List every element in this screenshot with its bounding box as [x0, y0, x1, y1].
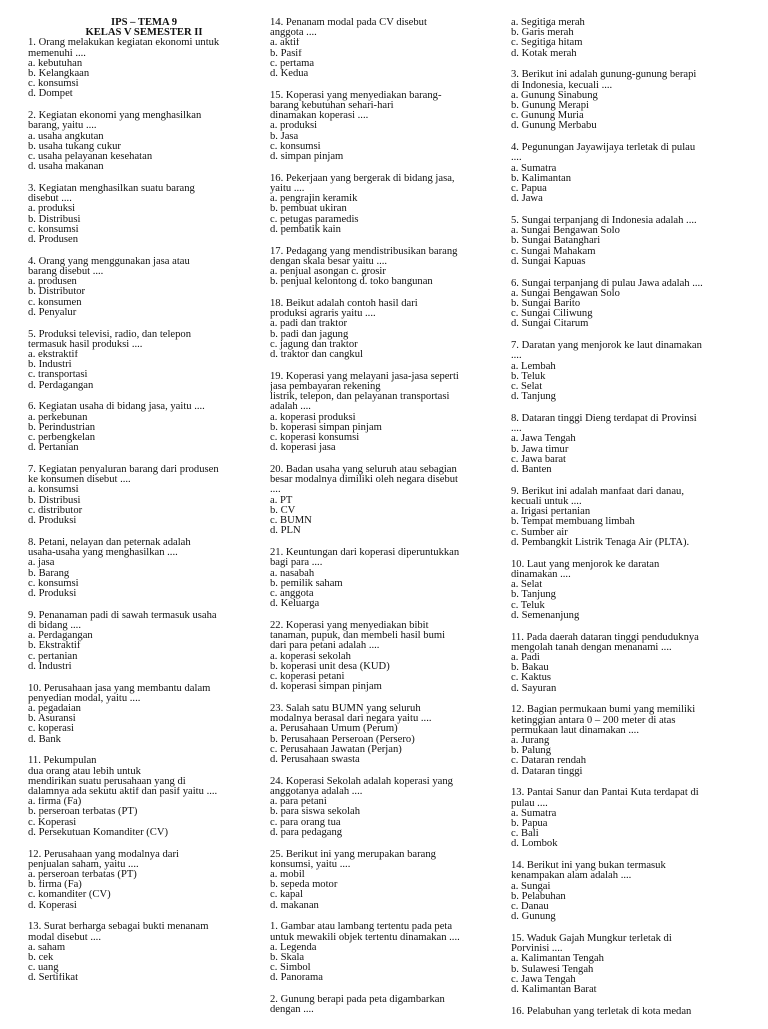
question-item — [270, 777, 506, 838]
answer-option: a. ekstraktif — [28, 350, 79, 361]
answer-option: b. Sungai Batanghari — [511, 236, 601, 247]
answer-option: b. Tanjung — [511, 590, 556, 601]
answer-option: b. pemilik saham — [270, 578, 343, 589]
question-stem-line: 9. Penanaman padi di sawah termasuk usaha — [28, 610, 217, 621]
question-stem-line: 3. Kegiatan menghasilkan suatu barang — [28, 184, 195, 195]
answer-option: c. perbengkelan — [28, 433, 96, 444]
question-stem-line: anggota .... — [270, 28, 317, 39]
answer-option: a. perkebunan — [28, 412, 88, 423]
question-stem-line: adalah .... — [270, 402, 311, 413]
answer-option: d. makanan — [270, 900, 319, 911]
answer-option: a. produksi — [28, 204, 76, 215]
answer-option: c. konsumen — [28, 297, 82, 308]
answer-option: b. Perindustrian — [28, 422, 96, 433]
answer-option: a. Sumatra — [511, 808, 557, 819]
question-stem-line: penjualan saham, yaitu .... — [28, 859, 139, 870]
question-stem-line: listrik, telepon, dan pelayanan transportasi — [270, 392, 450, 403]
answer-option: c. koperasi — [28, 724, 74, 735]
answer-option: b. Distribusi — [28, 214, 81, 225]
question-stem-line: Porvinisi .... — [511, 944, 563, 955]
answer-option: a. PT — [270, 495, 293, 506]
answer-option: a. firma (Fa) — [28, 797, 82, 808]
question-stem-line: 7. Daratan yang menjorok ke laut dinamakan — [511, 341, 702, 352]
question-stem-line: untuk mewakili objek tertentu dinamakan .... — [270, 932, 460, 943]
answer-option: b. Teluk — [511, 371, 546, 382]
question-stem-line: kecuali untuk .... — [511, 497, 582, 508]
answer-option: b. koperasi unit desa (KUD) — [270, 661, 390, 672]
answer-option: d. Pertanian — [28, 443, 79, 454]
answer-option: b. Tempat membuang limbah — [511, 517, 635, 528]
answer-option: c. Gunung Muria — [511, 111, 584, 122]
answer-option: c. koperasi petani — [270, 671, 345, 682]
answer-option: a. Perusahaan Umum (Perum) — [270, 724, 398, 735]
answer-option: c. petugas paramedis — [270, 214, 359, 225]
question-stem-line: jasa pembayaran rekening — [270, 382, 381, 393]
answer-option: c. distributor — [28, 505, 83, 516]
question-item — [270, 372, 506, 454]
question-stem-line: 6. Sungai terpanjang di pulau Jawa adalah .... — [511, 278, 703, 289]
question-stem-line: 23. Salah satu BUMN yang seluruh — [270, 703, 421, 714]
question-stem-line: ke konsumen disebut .... — [28, 475, 131, 486]
answer-option: a. perseroan terbatas (PT) — [28, 869, 137, 880]
question-stem-line: dua orang atau lebih untuk — [28, 766, 141, 777]
question-item — [28, 922, 260, 983]
answer-option: d. para pedagang — [270, 827, 343, 838]
answer-option: b. Distributor — [28, 287, 86, 298]
answer-option: d. Perusahaan swasta — [270, 754, 360, 765]
question-stem-line: 10. Perusahaan jasa yang membantu dalam — [28, 683, 211, 694]
question-stem-line: 5. Produksi televisi, radio, dan telepon — [28, 329, 191, 340]
question-stem-line: 22. Koperasi yang menyediakan bibit — [270, 620, 429, 631]
question-stem-line: 13. Pantai Sanur dan Pantai Kuta terdapat di — [511, 788, 699, 799]
question-stem-line: ketinggian antara 0 – 200 meter di atas — [511, 715, 676, 726]
answer-option: c. Segitiga hitam — [511, 38, 583, 49]
question-stem-line: termasuk hasil produksi .... — [28, 339, 143, 350]
column-3 — [511, 18, 761, 1029]
answer-option: b. penjual kelontong d. toko bangunan — [270, 277, 433, 288]
question-stem-line: anggotanya adalah .... — [270, 786, 363, 797]
answer-option: d. Produsen — [28, 235, 79, 246]
answer-option: d. Industri — [28, 661, 72, 672]
answer-option: b. Papua — [511, 818, 548, 829]
answer-option: d. Pembangkit Listrik Tenaga Air (PLTA). — [511, 537, 690, 548]
answer-option: c. komanditer (CV) — [28, 890, 111, 901]
question-item — [28, 684, 260, 745]
answer-option: d. koperasi simpan pinjam — [270, 682, 382, 693]
answer-option: c. Kaktus — [511, 673, 552, 684]
answer-option: a. pengrajin keramik — [270, 194, 358, 205]
answer-option: a. Gunung Sinabung — [511, 90, 598, 101]
answer-option: a. mobil — [270, 869, 305, 880]
answer-option: c. para orang tua — [270, 817, 341, 828]
question-item — [270, 465, 506, 536]
answer-option: d. traktor dan cangkul — [270, 350, 363, 361]
question-item — [511, 18, 761, 59]
answer-option: d. Keluarga — [270, 599, 320, 610]
answer-option: d. Panorama — [270, 973, 323, 984]
answer-option: b. pembuat ukiran — [270, 204, 347, 215]
question-stem-line: 12. Perusahaan yang modalnya dari — [28, 849, 179, 860]
answer-option: c. uang — [28, 963, 59, 974]
answer-option: a. Lembah — [511, 361, 556, 372]
answer-option: d. Bank — [28, 734, 61, 745]
question-item — [270, 247, 506, 288]
question-item — [270, 850, 506, 911]
answer-option: c. Dataran rendah — [511, 756, 586, 767]
answer-option: c. konsumsi — [28, 79, 79, 90]
question-stem-line: 2. Kegiatan ekonomi yang menghasilkan — [28, 111, 202, 122]
answer-option: c. anggota — [270, 588, 314, 599]
answer-option: c. konsumsi — [28, 578, 79, 589]
question-item — [270, 18, 506, 79]
question-stem-line: dengan .... — [270, 1005, 314, 1016]
question-stem-line: bagi para .... — [270, 558, 323, 569]
question-stem-line: 12. Bagian permukaan bumi yang memiliki — [511, 705, 696, 716]
question-item — [511, 279, 761, 330]
answer-option: d. pembatik kain — [270, 224, 341, 235]
question-stem-line: 8. Petani, nelayan dan peternak adalah — [28, 537, 191, 548]
answer-option: b. Asuransi — [28, 714, 76, 725]
question-stem-line: 7. Kegiatan penyaluran barang dari produsen — [28, 465, 219, 476]
answer-option: a. aktif — [270, 38, 300, 49]
answer-option: c. Sumber air — [511, 527, 568, 538]
answer-option: c. Danau — [511, 901, 549, 912]
answer-option: d. Sayuran — [511, 683, 557, 694]
question-item — [511, 861, 761, 922]
answer-option: b. perseroan terbatas (PT) — [28, 807, 138, 818]
answer-option: b. Industri — [28, 360, 72, 371]
question-item — [28, 111, 260, 172]
answer-option: a. Sungai Bengawan Solo — [511, 288, 620, 299]
question-stem-line: 16. Pelabuhan yang terletak di kota medan — [511, 1006, 692, 1017]
answer-option: d. Sungai Kapuas — [511, 256, 586, 267]
question-item — [270, 174, 506, 235]
answer-option: c. kapal — [270, 890, 303, 901]
answer-option: d. Jawa — [511, 194, 543, 205]
question-stem-line: permukaan laut dinamakan .... — [511, 725, 639, 736]
answer-option: c. Jawa barat — [511, 454, 566, 465]
answer-option: a. Legenda — [270, 942, 317, 953]
question-stem-line: 10. Laut yang menjorok ke daratan — [511, 559, 660, 570]
question-item — [511, 705, 761, 776]
answer-option: c. Sungai Mahakam — [511, 246, 596, 257]
question-item — [28, 611, 260, 672]
answer-option: a. pegadaian — [28, 703, 81, 714]
question-item — [511, 414, 761, 475]
question-stem-line: 11. Pekumpulan — [28, 756, 97, 767]
answer-option: b. para siswa sekolah — [270, 807, 361, 818]
answer-option: b. Kelangkaan — [28, 69, 90, 80]
answer-option: d. Sungai Citarum — [511, 319, 589, 330]
answer-option: d. Kedua — [270, 69, 309, 80]
answer-option: a. Segitiga merah — [511, 18, 585, 28]
question-item — [28, 38, 260, 99]
answer-option: a. para petani — [270, 797, 327, 808]
answer-option: b. Palung — [511, 746, 552, 757]
column-2 — [270, 18, 506, 1027]
answer-option: c. Sungai Ciliwung — [511, 309, 593, 320]
answer-option: a. saham — [28, 942, 66, 953]
question-stem-line: konsumsi, yaitu .... — [270, 859, 351, 870]
answer-option: b. usaha tukang cukur — [28, 141, 121, 152]
header-title: IPS – TEMA 9 — [110, 17, 178, 28]
answer-option: d. Tanjung — [511, 392, 556, 403]
answer-option: a. Sungai — [511, 881, 551, 892]
answer-option: a. Sungai Bengawan Solo — [511, 226, 620, 237]
question-item — [270, 922, 506, 983]
answer-option: c. Jawa Tengah — [511, 974, 576, 985]
question-item — [28, 850, 260, 911]
question-stem-line: 17. Pedagang yang mendistribusikan barang — [270, 246, 458, 257]
question-stem-line: dinamakan .... — [511, 569, 571, 580]
question-stem-line: 21. Keuntungan dari koperasi diperuntukkan — [270, 548, 460, 559]
question-stem-line: mendirikan suatu perusahaan yang di — [28, 776, 186, 787]
question-stem-line: dari para petani adalah .... — [270, 641, 380, 652]
answer-option: a. Jurang — [511, 735, 550, 746]
answer-option: b. Pelabuhan — [511, 891, 566, 902]
answer-option: c. jagung dan traktor — [270, 339, 358, 350]
question-item — [270, 995, 506, 1015]
answer-option: d. Kotak merah — [511, 48, 577, 59]
question-stem-line: mengolah tanah dengan menanami .... — [511, 642, 672, 653]
answer-option: a. Sumatra — [511, 163, 557, 174]
question-stem-line: .... — [270, 485, 281, 496]
answer-option: c. BUMN — [270, 516, 312, 527]
answer-option: a. Jawa Tengah — [511, 434, 576, 445]
question-stem-line: pulau .... — [511, 798, 548, 809]
answer-option: a. Perdagangan — [28, 631, 93, 642]
question-stem-line: .... — [511, 424, 522, 435]
question-stem-line: dalamnya ada sekutu aktif dan pasif yaitu .... — [28, 786, 218, 797]
question-item — [28, 402, 260, 453]
question-stem-line: 3. Berikut ini adalah gunung-gunung berapi — [511, 70, 697, 81]
answer-option: b. koperasi simpan pinjam — [270, 422, 382, 433]
answer-option: d. Produksi — [28, 588, 77, 599]
answer-option: d. Koperasi — [28, 900, 77, 911]
answer-option: c. Simbol — [270, 963, 311, 974]
question-stem-line: memenuhi .... — [28, 48, 86, 59]
question-item — [28, 756, 260, 838]
answer-option: c. pertanian — [28, 651, 78, 662]
answer-option: a. Selat — [511, 580, 543, 591]
answer-option: d. Sertifikat — [28, 973, 79, 984]
question-stem-line: 15. Koperasi yang menyediakan barang- — [270, 90, 442, 101]
question-stem-line: 14. Penanam modal pada CV disebut — [270, 18, 427, 28]
question-item — [28, 538, 260, 599]
question-stem-line: di Indonesia, kecuali .... — [511, 80, 613, 91]
answer-option: a. nasabah — [270, 568, 315, 579]
question-stem-line: 19. Koperasi yang melayani jasa-jasa seperti — [270, 371, 459, 382]
question-stem-line: 18. Beikut adalah contoh hasil dari — [270, 299, 418, 310]
answer-option: c. Perusahaan Jawatan (Perjan) — [270, 744, 402, 755]
question-item — [511, 216, 761, 267]
answer-option: b. padi dan jagung — [270, 329, 349, 340]
question-stem-line: 16. Pekerjaan yang bergerak di bidang jasa, — [270, 173, 455, 184]
question-stem-line: 25. Berikut ini yang merupakan barang — [270, 849, 436, 860]
question-item — [511, 1007, 761, 1017]
question-stem-line: di bidang .... — [28, 620, 81, 631]
question-stem-line: barang, yaitu .... — [28, 121, 97, 132]
answer-option: a. koperasi sekolah — [270, 651, 351, 662]
question-stem-line: .... — [511, 351, 522, 362]
column-1 — [28, 18, 260, 995]
question-item — [511, 143, 761, 204]
question-stem-line: usaha-usaha yang menghasilkan .... — [28, 548, 178, 559]
question-stem-line: tanaman, pupuk, dan membeli hasil bumi — [270, 631, 446, 642]
question-stem-line: dinamakan koperasi .... — [270, 111, 369, 122]
answer-option: c. Papua — [511, 184, 547, 195]
question-stem-line: .... — [511, 153, 522, 164]
answer-option: a. jasa — [28, 558, 55, 569]
answer-option: c. Teluk — [511, 600, 545, 611]
answer-option: b. Barang — [28, 568, 70, 579]
answer-option: d. Dataran tinggi — [511, 766, 583, 777]
answer-option: a. padi dan traktor — [270, 319, 348, 330]
answer-option: d. Persekutuan Komanditer (CV) — [28, 827, 169, 838]
answer-option: a. penjual asongan c. grosir — [270, 267, 386, 278]
answer-option: c. konsumsi — [270, 141, 321, 152]
answer-option: d. usaha makanan — [28, 162, 104, 173]
question-item — [511, 934, 761, 995]
question-stem-line: penyedian modal, yaitu .... — [28, 693, 141, 704]
question-item — [511, 341, 761, 402]
answer-option: a. produksi — [270, 121, 318, 132]
question-stem-line: besar modalnya dimiliki oleh negara disebut — [270, 475, 458, 486]
answer-option: b. Pasif — [270, 48, 302, 59]
answer-option: a. konsumsi — [28, 485, 79, 496]
answer-option: d. Gunung Merbabu — [511, 121, 597, 132]
answer-option: b. CV — [270, 505, 296, 516]
question-item — [270, 704, 506, 765]
answer-option: b. Gunung Merapi — [511, 101, 589, 112]
answer-option: b. firma (Fa) — [28, 880, 82, 891]
question-stem-line: 20. Badan usaha yang seluruh atau sebagian — [270, 465, 457, 476]
question-stem-line: 14. Berikut ini yang bukan termasuk — [511, 861, 666, 872]
answer-option: c. Selat — [511, 382, 543, 393]
question-item — [270, 299, 506, 360]
question-stem-line: dengan skala besar yaitu .... — [270, 256, 388, 267]
question-item — [270, 91, 506, 162]
answer-option: a. Irigasi pertanian — [511, 507, 591, 518]
answer-option: d. Banten — [511, 465, 552, 476]
question-stem-line: 13. Surat berharga sebagai bukti menanam — [28, 922, 209, 933]
question-stem-line: kenampakan alam adalah .... — [511, 871, 632, 882]
question-item — [28, 330, 260, 391]
worksheet-header — [28, 18, 260, 38]
question-stem-line: yaitu .... — [270, 184, 305, 195]
answer-option: a. produsen — [28, 277, 77, 288]
answer-option: d. Penyalur — [28, 307, 77, 318]
question-item — [511, 633, 761, 694]
question-stem-line: modal disebut .... — [28, 932, 101, 943]
answer-option: c. Bali — [511, 829, 539, 840]
answer-option: d. Produksi — [28, 516, 77, 527]
answer-option: a. koperasi produksi — [270, 412, 356, 423]
answer-option: d. PLN — [270, 526, 301, 537]
question-stem-line: 1. Orang melakukan kegiatan ekonomi untuk — [28, 38, 220, 49]
answer-option: d. Lombok — [511, 839, 558, 850]
question-stem-line: 15. Waduk Gajah Mungkur terletak di — [511, 933, 672, 944]
question-stem-line: 4. Pegunungan Jayawijaya terletak di pulau — [511, 143, 696, 154]
answer-option: b. Sungai Barito — [511, 299, 581, 310]
answer-option: d. koperasi jasa — [270, 443, 336, 454]
answer-option: d. Gunung — [511, 912, 556, 923]
answer-option: b. Jasa — [270, 131, 299, 142]
answer-option: c. usaha pelayanan kesehatan — [28, 152, 153, 163]
answer-option: d. simpan pinjam — [270, 152, 344, 163]
question-stem-line: 6. Kegiatan usaha di bidang jasa, yaitu .... — [28, 402, 205, 413]
answer-option: c. koperasi konsumsi — [270, 433, 360, 444]
answer-option: d. Kalimantan Barat — [511, 984, 597, 995]
question-stem-line: modalnya berasal dari negara yaitu .... — [270, 714, 432, 725]
question-stem-line: 9. Berikut ini adalah manfaat dari danau, — [511, 486, 684, 497]
answer-option: b. Bakau — [511, 663, 549, 674]
answer-option: c. pertama — [270, 58, 315, 69]
question-item — [511, 487, 761, 548]
answer-option: b. Ekstraktif — [28, 641, 81, 652]
question-item — [28, 257, 260, 318]
question-item — [28, 465, 260, 526]
answer-option: b. sepeda motor — [270, 880, 338, 891]
question-stem-line: 24. Koperasi Sekolah adalah koperasi yang — [270, 776, 453, 787]
answer-option: a. Padi — [511, 652, 540, 663]
question-stem-line: disebut .... — [28, 194, 72, 205]
question-stem-line: 2. Gunung berapi pada peta digambarkan — [270, 995, 445, 1006]
answer-option: b. cek — [28, 952, 54, 963]
question-stem-line: 11. Pada daerah dataran tinggi penduduknya — [511, 632, 699, 643]
answer-option: a. Kalimantan Tengah — [511, 954, 604, 965]
question-stem-line: barang disebut .... — [28, 267, 104, 278]
question-stem-line: barang kebutuhan sehari-hari — [270, 101, 394, 112]
answer-option: a. kebutuhan — [28, 58, 83, 69]
header-class: KELAS V SEMESTER II — [85, 27, 203, 39]
answer-option: c. Koperasi — [28, 817, 77, 828]
answer-option: b. Kalimantan — [511, 173, 572, 184]
answer-option: d. Dompet — [28, 89, 73, 100]
answer-option: b. Skala — [270, 952, 305, 963]
question-stem-line: produksi agraris yaitu .... — [270, 309, 376, 320]
answer-option: c. transportasi — [28, 370, 88, 381]
question-item — [511, 788, 761, 849]
question-item — [511, 560, 761, 621]
answer-option: b. Distribusi — [28, 495, 81, 506]
answer-option: d. Semenanjung — [511, 610, 580, 621]
answer-option: b. Perusahaan Perseroan (Persero) — [270, 734, 415, 745]
question-stem-line: 1. Gambar atau lambang tertentu pada peta — [270, 922, 453, 933]
question-stem-line: 5. Sungai terpanjang di Indonesia adalah .... — [511, 216, 697, 227]
answer-option: b. Jawa timur — [511, 444, 569, 455]
question-item — [270, 621, 506, 692]
answer-option: a. usaha angkutan — [28, 131, 104, 142]
question-item — [28, 184, 260, 245]
answer-option: b. Garis merah — [511, 28, 574, 39]
question-item — [511, 70, 761, 131]
question-stem-line: 8. Dataran tinggi Dieng terdapat di Provinsi — [511, 414, 697, 425]
answer-option: b. Sulawesi Tengah — [511, 964, 594, 975]
question-item — [270, 548, 506, 609]
answer-option: c. konsumsi — [28, 224, 79, 235]
answer-option: d. Perdagangan — [28, 380, 94, 391]
question-stem-line: 4. Orang yang menggunakan jasa atau — [28, 256, 190, 267]
